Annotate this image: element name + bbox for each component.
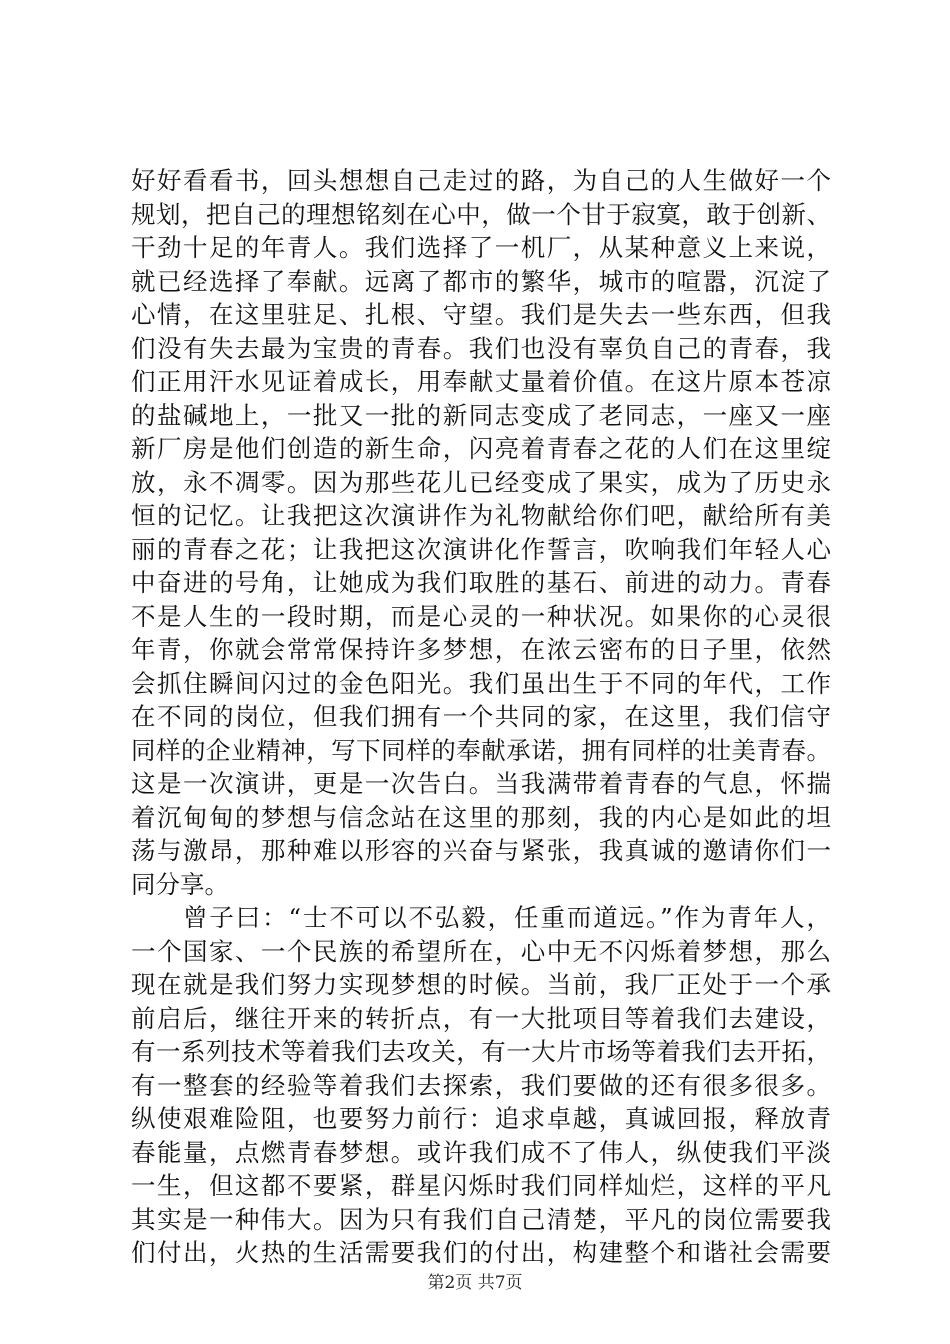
text-line: 其实是一种伟大。因为只有我们自己清楚，平凡的岗位需要我 bbox=[131, 1204, 831, 1234]
text-line: 放，永不凋零。因为那些花儿已经变成了果实，成为了历史永 bbox=[131, 467, 831, 497]
text-line: 心情，在这里驻足、扎根、守望。我们是失去一些东西，但我 bbox=[131, 300, 831, 329]
text-line: 一生，但这都不要紧，群星闪烁时我们同样灿烂，这样的平凡 bbox=[131, 1171, 831, 1200]
text-line: 年青，你就会常常保持许多梦想，在浓云密布的日子里，依然 bbox=[131, 635, 831, 664]
paragraph-end-line: 同分享。 bbox=[131, 869, 229, 899]
text-line: 前启后，继往开来的转折点，有一大批项目等着我们去建设， bbox=[131, 1003, 831, 1033]
paragraph-start-line: 曾子曰：“士不可以不弘毅，任重而道远。”作为青年人， bbox=[183, 903, 831, 932]
text-line: 就已经选择了奉献。远离了都市的繁华，城市的喧嚣，沉淀了 bbox=[131, 266, 831, 296]
text-line: 规划，把自己的理想铭刻在心中，做一个甘于寂寞，敢于创新、 bbox=[131, 199, 831, 229]
document-body bbox=[131, 164, 831, 1270]
text-line: 新厂房是他们创造的新生命，闪亮着青春之花的人们在这里绽 bbox=[131, 434, 831, 463]
text-line: 丽的青春之花；让我把这次演讲化作誓言，吹响我们年轻人心 bbox=[131, 534, 831, 564]
text-line: 有一系列技术等着我们去攻关，有一大片市场等着我们去开拓， bbox=[131, 1037, 831, 1066]
text-line: 同样的企业精神，写下同样的奉献承诺，拥有同样的壮美青春。 bbox=[131, 735, 831, 765]
text-line: 荡与激昂，那种难以形容的兴奋与紧张，我真诚的邀请你们一 bbox=[131, 836, 831, 865]
text-line: 好好看看书，回头想想自己走过的路，为自己的人生做好一个 bbox=[131, 166, 831, 195]
text-line: 在不同的岗位，但我们拥有一个共同的家，在这里，我们信守 bbox=[131, 702, 831, 731]
text-line: 一个国家、一个民族的希望所在，心中无不闪烁着梦想，那么 bbox=[131, 936, 831, 966]
text-line: 干劲十足的年青人。我们选择了一机厂，从某种意义上来说， bbox=[131, 233, 831, 262]
text-line: 们付出，火热的生活需要我们的付出，构建整个和谐社会需要 bbox=[131, 1238, 831, 1267]
text-line: 不是人生的一段时期，而是心灵的一种状况。如果你的心灵很 bbox=[131, 601, 831, 631]
text-line: 们正用汗水见证着成长，用奉献丈量着价值。在这片原本苍凉 bbox=[131, 367, 831, 396]
text-line: 的盐碱地上，一批又一批的新同志变成了老同志，一座又一座 bbox=[131, 400, 831, 430]
text-line: 有一整套的经验等着我们去探索，我们要做的还有很多很多。 bbox=[131, 1070, 831, 1100]
text-line: 中奋进的号角，让她成为我们取胜的基石、前进的动力。青春 bbox=[131, 568, 831, 597]
text-line: 们没有失去最为宝贵的青春。我们也没有辜负自己的青春，我 bbox=[131, 333, 831, 363]
text-line: 会抓住瞬间闪过的金色阳光。我们虽出生于不同的年代，工作 bbox=[131, 668, 831, 698]
text-line: 这是一次演讲，更是一次告白。当我满带着青春的气息，怀揣 bbox=[131, 769, 831, 798]
text-line: 恒的记忆。让我把这次演讲作为礼物献给你们吧，献给所有美 bbox=[131, 501, 831, 530]
text-line: 纵使艰难险阻，也要努力前行：追求卓越，真诚回报，释放青 bbox=[131, 1104, 831, 1133]
text-line: 着沉甸甸的梦想与信念站在这里的那刻，我的内心是如此的坦 bbox=[131, 802, 831, 832]
text-line: 春能量，点燃青春梦想。或许我们成不了伟人，纵使我们平淡 bbox=[131, 1137, 831, 1167]
page-number-footer: 第2页 共7页 bbox=[427, 1273, 523, 1293]
text-line: 现在就是我们努力实现梦想的时候。当前，我厂正处于一个承 bbox=[131, 970, 831, 999]
